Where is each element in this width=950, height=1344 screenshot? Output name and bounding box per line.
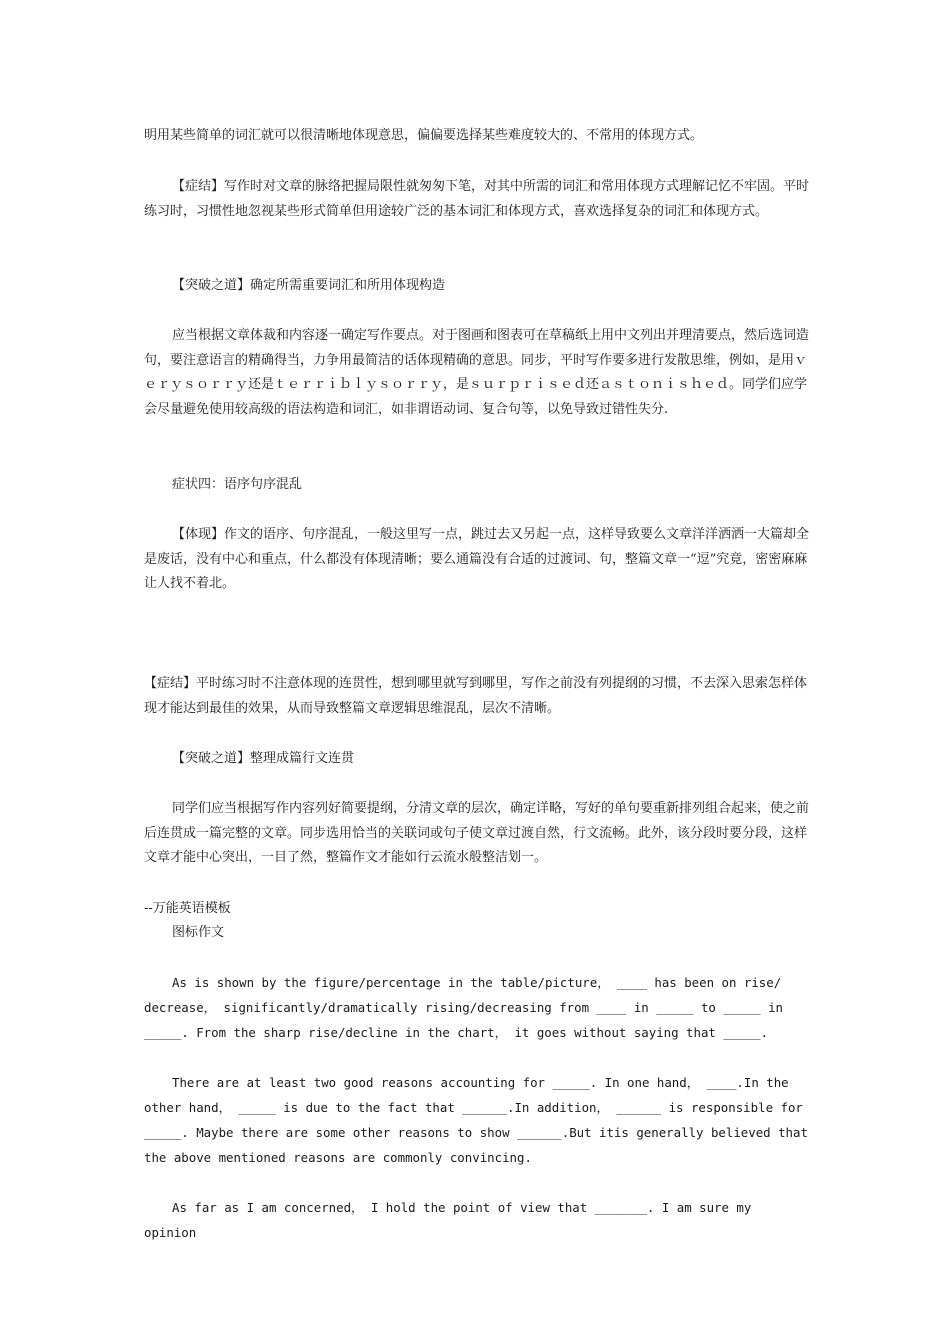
paragraph-symptom-4-heading: 症状四：语序句序混乱 — [172, 477, 303, 492]
paragraph-solution-heading-1: 【突破之道】确定所需重要词汇和所用体现构造 — [172, 278, 446, 293]
template-paragraph-3: As far as I am concerned， I hold the point of view that _______. I am sure my opinion — [144, 1200, 752, 1240]
paragraph-cause-2: 【症结】平时练习时不注意体现的连贯性，想到哪里就写到哪里，写作之前没有列提纲的习惯，不去深入思索怎样体现才能达到最佳的效果，从而导致整篇文章逻辑思维混乱，层次不清晰。 — [144, 676, 808, 716]
paragraph-cause-1: 【症结】写作时对文章的脉络把握局限性就匆匆下笔，对其中所需的词汇和常用体现方式理解记忆不牢固。平时练习时，习惯性地忽视某些形式简单但用途较广泛的基本词汇和体现方式，喜欢选择复杂的词汇和体现方式。 — [144, 179, 810, 219]
paragraph-symptom-4-description: 【体现】作文的语序、句序混乱，一般这里写一点，跳过去又另起一点，这样导致要么文章洋洋洒洒一大篇却全是废话，没有中心和重点，什么都没有体现清晰；要么通篇没有合适的过渡词、句，整篇文章一“逗”究竟，密密麻麻让人找不着北。 — [144, 527, 810, 591]
template-paragraph-2: There are at least two good reasons accounting for _____. In one hand， ____.In the other hand， _____ is due to the fact that ______.In addition， ______ is responsible for _____. Maybe there are some other reasons to show ______.But itis generally believed that the above mentioned reasons are commonly convincing. — [144, 1075, 808, 1165]
paragraph-solution-heading-2: 【突破之道】整理成篇行文连贯 — [172, 751, 355, 766]
section-heading-english-template: --万能英语模板 — [144, 901, 231, 916]
section-subheading-chart-essay: 图标作文 — [172, 925, 225, 940]
paragraph-solution-2: 同学们应当根据写作内容列好简要提纲，分清文章的层次，确定详略，写好的单句要重新排列组合起来，使之前后连贯成一篇完整的文章。同步选用恰当的关联词或句子使文章过渡自然，行文流畅。此外，该分段时要分段，这样文章才能中心突出，一目了然，整篇作文才能如行云流水般整洁划一。 — [144, 801, 810, 865]
template-paragraph-1: As is shown by the figure/percentage in the table/picture， ____ has been on rise/ decrease， significantly/dramatically rising/decreasing from ____ in _____ to _____ in _____. From the sharp rise/decline in the chart， it goes without saying that _____. — [144, 975, 784, 1040]
paragraph-solution-1: 应当根据文章体裁和内容逐一确定写作要点。对于图画和图表可在草稿纸上用中文列出并理清要点，然后选词造句，要注意语言的精确得当，力争用最简洁的话体现精确的意思。同步，平时写作要多进行发散思维，例如，是用ｖｅｒｙｓｏｒｒｙ还是ｔｅｒｒｉｂｌｙｓｏｒｒｙ，是ｓｕｒｐｒｉｓｅｄ还ａｓｔｏｎｉｓｈｅｄ。同学们应学会尽量避免使用较高级的语法构造和词汇，如非谓语动词、复合句等，以免导致过错性失分. — [144, 328, 810, 417]
paragraph-intro: 明用某些简单的词汇就可以很清晰地体现意思，偏偏要选择某些难度较大的、不常用的体现方式。 — [144, 128, 704, 143]
